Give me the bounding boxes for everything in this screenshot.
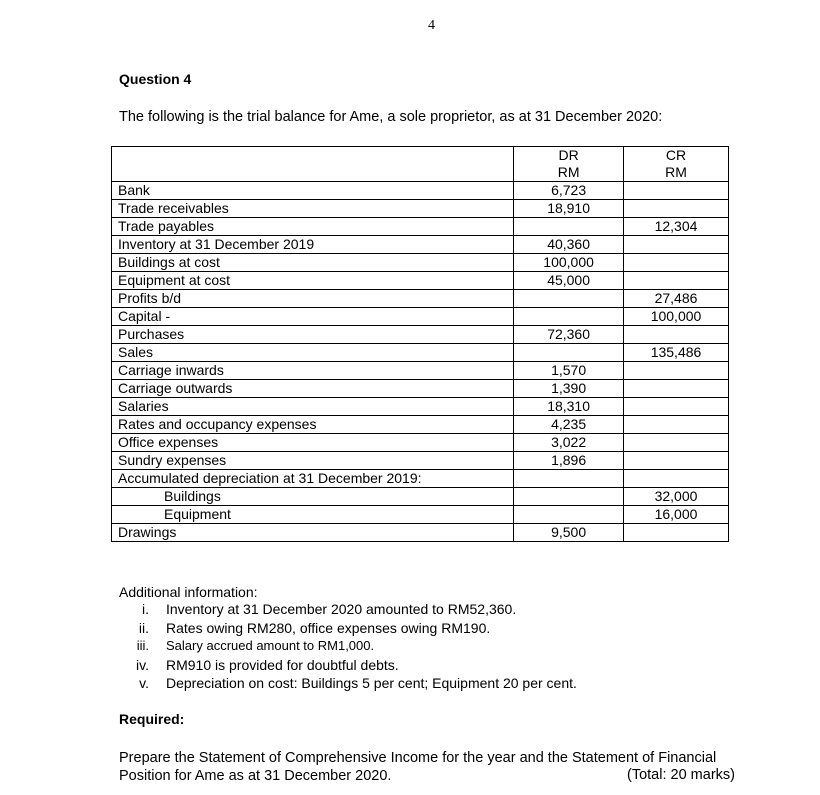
debit-cell (514, 470, 624, 488)
table-row (112, 254, 729, 272)
debit-amount: 18,910 (547, 200, 591, 216)
debit-cell (514, 434, 624, 452)
debit-cell (514, 290, 624, 308)
credit-cell (624, 236, 729, 254)
debit-cell (514, 398, 624, 416)
debit-cell (514, 200, 624, 218)
account-name: Profits b/d (112, 290, 514, 308)
page-number: 4 (428, 18, 435, 33)
credit-cell (624, 344, 729, 362)
debit-amount: 45,000 (547, 272, 591, 288)
account-name: Purchases (112, 326, 514, 344)
debit-cell (514, 362, 624, 380)
table-row (112, 398, 729, 416)
header-cr-unit: RM (665, 164, 687, 180)
debit-cell (514, 236, 624, 254)
debit-cell (514, 416, 624, 434)
debit-cell (514, 380, 624, 398)
credit-cell (624, 362, 729, 380)
debit-cell (514, 272, 624, 290)
header-dr-unit: RM (557, 164, 580, 180)
credit-amount: 135,486 (650, 344, 702, 360)
header-cr-cell (624, 147, 729, 182)
table-row (112, 218, 729, 236)
table-row (112, 290, 729, 308)
header-dr-cell (514, 147, 624, 182)
list-item (119, 674, 577, 693)
trial-balance-body (112, 147, 729, 542)
prepare-instruction: Prepare the Statement of Comprehensive Income for the year and the Statement of Financial Position for Ame as at 31 December 2020. (119, 750, 717, 784)
debit-amount: 9,500 (551, 524, 587, 540)
credit-cell (624, 272, 729, 290)
list-item-number: iii. (136, 638, 149, 653)
list-item-text: Rates owing RM280, office expenses owing RM190. (166, 619, 491, 636)
debit-amount: 1,896 (551, 452, 587, 468)
account-name: Buildings at cost (112, 254, 514, 272)
debit-amount: 100,000 (543, 254, 594, 270)
credit-amount: 32,000 (654, 488, 698, 504)
debit-cell (514, 452, 624, 470)
debit-amount: 6,723 (551, 182, 587, 198)
list-item-number: ii. (138, 619, 149, 636)
account-name: Trade receivables (112, 200, 514, 218)
account-name: Drawings (112, 524, 514, 542)
credit-cell (624, 434, 729, 452)
additional-list (119, 600, 577, 693)
table-row (112, 182, 729, 200)
credit-cell (624, 416, 729, 434)
credit-cell (624, 308, 729, 326)
list-item-text: Inventory at 31 December 2020 amounted to RM52,360. (166, 601, 517, 617)
table-row (112, 200, 729, 218)
credit-cell (624, 290, 729, 308)
credit-cell (624, 506, 729, 524)
list-item (119, 637, 577, 656)
credit-cell (624, 470, 729, 488)
account-name: Inventory at 31 December 2019 (112, 236, 514, 254)
account-name: Sundry expenses (112, 452, 514, 470)
credit-cell (624, 326, 729, 344)
account-name: Trade payables (112, 218, 514, 236)
table-row (112, 344, 729, 362)
debit-cell (514, 218, 624, 236)
debit-amount: 40,360 (547, 236, 591, 252)
account-name: Carriage outwards (112, 380, 514, 398)
list-item (119, 600, 577, 619)
table-row (112, 506, 729, 524)
credit-cell (624, 182, 729, 200)
table-row (112, 488, 729, 506)
debit-amount: 72,360 (547, 326, 591, 342)
credit-cell (624, 380, 729, 398)
table-header-row (112, 147, 729, 182)
debit-cell (514, 488, 624, 506)
header-dr: DR (558, 147, 579, 163)
credit-cell (624, 488, 729, 506)
account-name: Equipment at cost (112, 272, 514, 290)
account-name: Accumulated depreciation at 31 December 2019: (112, 470, 514, 488)
table-row (112, 416, 729, 434)
account-name: Rates and occupancy expenses (112, 416, 514, 434)
trial-balance-table (111, 146, 729, 542)
credit-cell (624, 398, 729, 416)
list-item (119, 656, 577, 675)
header-cr: CR (665, 147, 687, 163)
debit-cell (514, 344, 624, 362)
debit-cell (514, 506, 624, 524)
credit-amount: 12,304 (654, 218, 698, 234)
list-item-text: RM910 is provided for doubtful debts. (166, 656, 399, 673)
account-name: Bank (112, 182, 514, 200)
credit-amount: 16,000 (654, 506, 698, 522)
list-item-text: Depreciation on cost: Buildings 5 per cent; Equipment 20 per cent. (166, 675, 577, 691)
table-row (112, 326, 729, 344)
account-name: Salaries (112, 398, 514, 416)
account-name: Carriage inwards (112, 362, 514, 380)
question-intro: The following is the trial balance for Ame, a sole proprietor, as at 31 December 2020: (119, 109, 663, 125)
table-row (112, 524, 729, 542)
table-row (112, 452, 729, 470)
credit-cell (624, 524, 729, 542)
table-row (112, 236, 729, 254)
account-name: Office expenses (112, 434, 514, 452)
credit-cell (624, 254, 729, 272)
debit-cell (514, 254, 624, 272)
debit-cell (514, 524, 624, 542)
list-item-number: iv. (136, 656, 149, 673)
debit-amount: 3,022 (551, 434, 587, 450)
credit-cell (624, 200, 729, 218)
account-name: Sales (112, 344, 514, 362)
table-row (112, 434, 729, 452)
question-title: Question 4 (119, 71, 192, 87)
table-row (112, 272, 729, 290)
debit-amount: 18,310 (547, 398, 591, 414)
debit-amount: 1,390 (551, 380, 587, 396)
account-name: Capital - (112, 308, 514, 326)
credit-cell (624, 218, 729, 236)
table-row (112, 380, 729, 398)
list-item (119, 619, 577, 638)
list-item-number: i. (142, 601, 149, 617)
credit-amount: 27,486 (654, 290, 698, 306)
debit-cell (514, 326, 624, 344)
total-marks: (Total: 20 marks) (627, 767, 735, 783)
debit-amount: 1,570 (551, 362, 587, 378)
required-label: Required: (119, 711, 185, 727)
table-row (112, 308, 729, 326)
debit-amount: 4,235 (551, 416, 587, 432)
credit-cell (624, 452, 729, 470)
account-name: Equipment (112, 506, 514, 524)
debit-cell (514, 308, 624, 326)
table-row (112, 362, 729, 380)
debit-cell (514, 182, 624, 200)
table-row (112, 470, 729, 488)
list-item-number: v. (139, 675, 149, 691)
header-account-cell (112, 147, 514, 182)
additional-heading: Additional information: (119, 584, 258, 600)
account-name: Buildings (112, 488, 514, 506)
credit-amount: 100,000 (650, 308, 702, 324)
additional-information (119, 584, 577, 693)
list-item-text: Salary accrued amount to RM1,000. (166, 638, 375, 653)
